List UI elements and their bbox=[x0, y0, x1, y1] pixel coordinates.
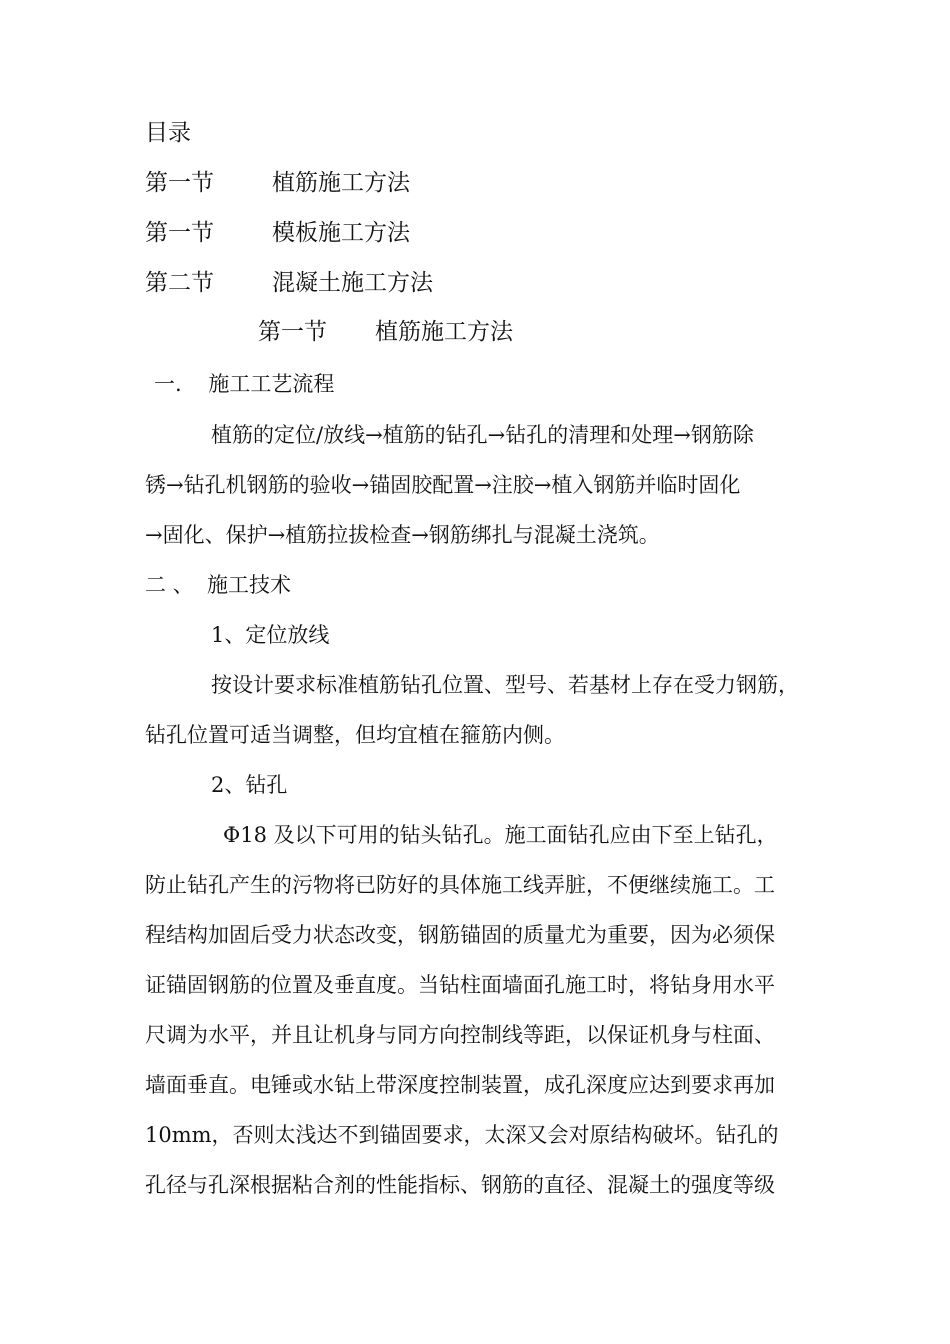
heading-1: 一. 施工工艺流程 bbox=[154, 372, 335, 396]
section-heading bbox=[258, 318, 513, 346]
toc-item bbox=[145, 219, 410, 247]
toc-item-number: 第一节 bbox=[145, 220, 214, 246]
toc-item-title: 植筋施工方法 bbox=[272, 170, 410, 196]
section-title: 植筋施工方法 bbox=[375, 319, 513, 345]
paragraph-line: Φ18 及以下可用的钻头钻孔。施工面钻孔应由下至上钻孔， bbox=[223, 823, 778, 847]
paragraph-line: 尺调为水平，并且让机身与同方向控制线等距，以保证机身与柱面、 bbox=[145, 1023, 775, 1047]
paragraph-line: 按设计要求标准植筋钻孔位置、型号、若基材上存在受力钢筋， bbox=[211, 673, 799, 697]
paragraph-line: 孔径与孔深根据粘合剂的性能指标、钢筋的直径、混凝土的强度等级 bbox=[145, 1173, 775, 1197]
paragraph-line: 墙面垂直。电锤或水钻上带深度控制装置，成孔深度应达到要求再加 bbox=[145, 1073, 775, 1097]
paragraph-line: 程结构加固后受力状态改变，钢筋锚固的质量尤为重要，因为必须保 bbox=[145, 923, 775, 947]
paragraph-line: 植筋的定位/放线→植筋的钻孔→钻孔的清理和处理→钢筋除 bbox=[211, 423, 754, 447]
subheading: 1、定位放线 bbox=[211, 623, 330, 647]
paragraph-line: 钻孔位置可适当调整，但均宜植在箍筋内侧。 bbox=[145, 723, 565, 747]
paragraph-line: 锈→钻孔机钢筋的验收→锚固胶配置→注胶→植入钢筋并临时固化 bbox=[145, 473, 741, 497]
toc-item-title: 混凝土施工方法 bbox=[272, 270, 433, 296]
toc-item-title: 模板施工方法 bbox=[272, 220, 410, 246]
toc-item bbox=[145, 269, 433, 297]
heading-2: 二 、 施工技术 bbox=[145, 573, 292, 597]
paragraph-line: 证锚固钢筋的位置及垂直度。当钻柱面墙面孔施工时，将钻身用水平 bbox=[145, 973, 775, 997]
paragraph-line: 防止钻孔产生的污物将已防好的具体施工线弄脏，不便继续施工。工 bbox=[145, 873, 775, 897]
paragraph-line: 10mm，否则太浅达不到锚固要求，太深又会对原结构破坏。钻孔的 bbox=[145, 1123, 779, 1147]
toc-item-number: 第二节 bbox=[145, 270, 214, 296]
toc-title: 目录 bbox=[145, 120, 191, 146]
section-number: 第一节 bbox=[258, 319, 327, 345]
subheading: 2、钻孔 bbox=[211, 773, 288, 797]
toc-item bbox=[145, 169, 410, 197]
toc-item-number: 第一节 bbox=[145, 170, 214, 196]
paragraph-line: →固化、保护→植筋拉拔检查→钢筋绑扎与混凝土浇筑。 bbox=[145, 523, 660, 547]
